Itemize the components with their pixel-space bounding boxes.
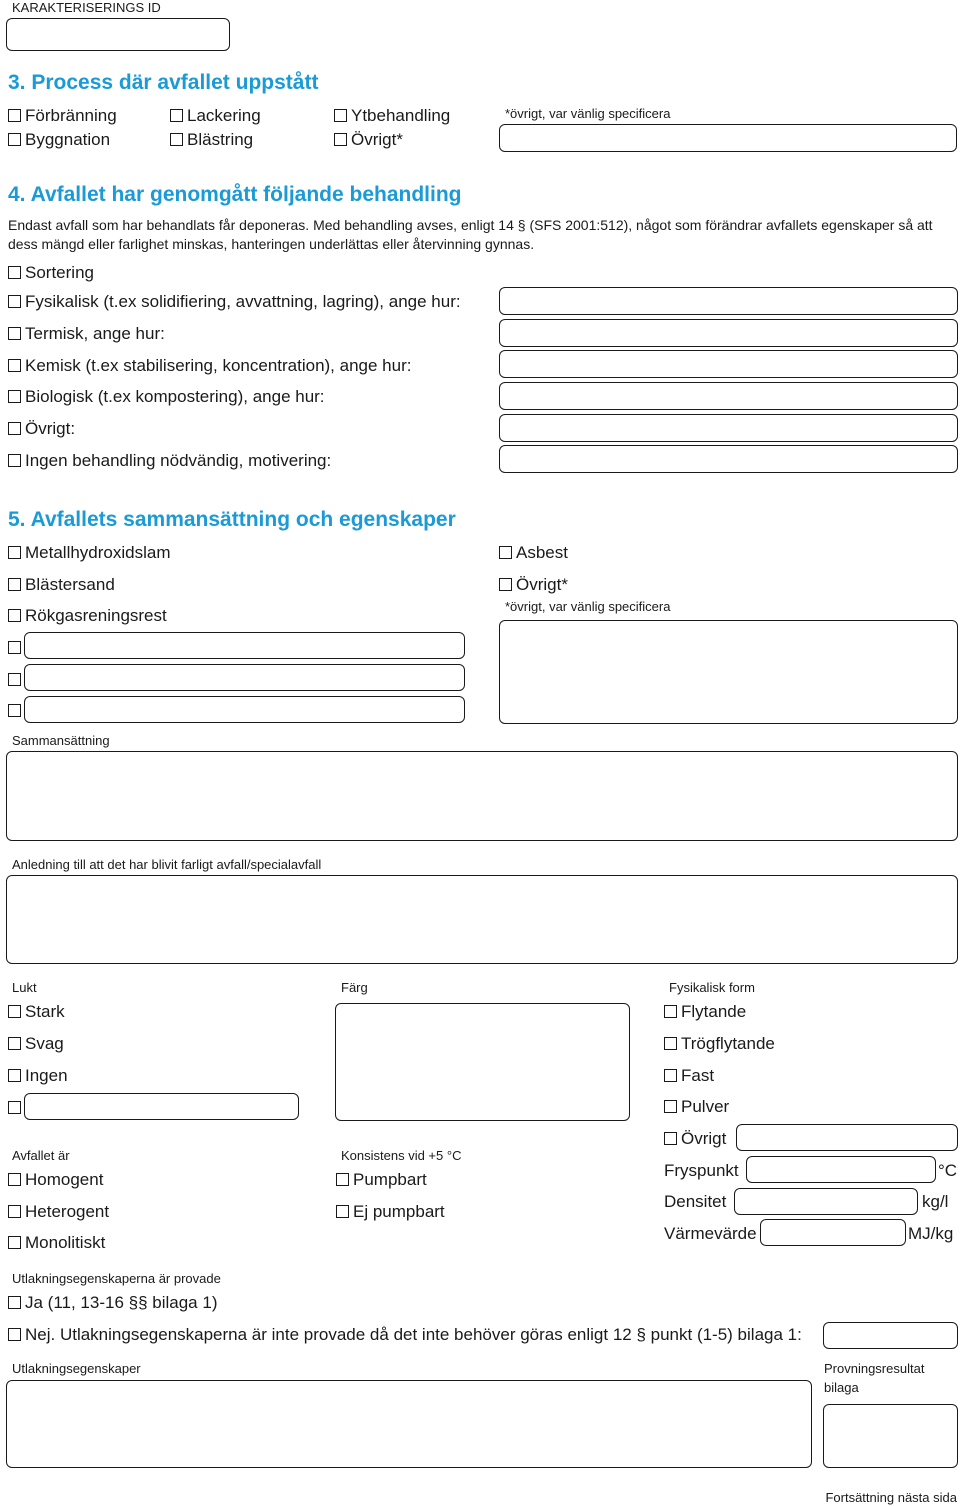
checkbox-ovrigt-behandling[interactable]: Övrigt: [8,418,75,440]
checkbox-icon [8,704,21,717]
checkbox-ingen-behandling[interactable]: Ingen behandling nödvändig, motivering: [8,450,331,472]
varmevarde-field[interactable] [760,1219,906,1246]
checkbox-icon [664,1069,677,1082]
id-field[interactable] [6,18,230,51]
checkbox-lackering[interactable]: Lackering [170,105,261,127]
fysikalisk-field[interactable] [499,287,958,315]
checkbox-monolitiskt[interactable]: Monolitiskt [8,1232,105,1254]
checkbox-svag[interactable]: Svag [8,1033,64,1055]
checkbox-pumpbart[interactable]: Pumpbart [336,1169,427,1191]
kemisk-field[interactable] [499,350,958,378]
checkbox-icon [334,133,347,146]
checkbox-icon [8,327,21,340]
checkbox-ovrigt[interactable]: Övrigt* [334,129,403,151]
checkbox-icon [8,1296,21,1309]
leach-provided-label: Utlakningsegenskaperna är provade [12,1271,221,1286]
checkbox-lukt-custom[interactable] [8,1100,25,1118]
checkbox-ingen[interactable]: Ingen [8,1065,68,1087]
checkbox-leach-no[interactable]: Nej. Utlakningsegenskaperna är inte provade då det inte behöver göras enligt 12 § punkt (1-5) bilaga 1: [8,1324,802,1346]
checkbox-icon [8,1328,21,1341]
checkbox-pulver[interactable]: Pulver [664,1096,729,1118]
composition-field[interactable] [6,751,958,841]
densitet-label: Densitet [664,1192,727,1211]
section-4-title: 4. Avfallet har genomgått följande behandling [8,183,462,206]
section-4-description: Endast avfall som har behandlats får deponeras. Med behandling avses, enligt 14 § (SFS 2001:512), något som förändrar avfallets egenskaper så att dess mängd eller farlighet minskas, hanteringen underlättas eller återvinning gynnas. [8,217,933,252]
checkbox-icon [8,1173,21,1186]
checkbox-blastring[interactable]: Blästring [170,129,253,151]
composition-label: Sammansättning [12,733,110,748]
checkbox-icon [8,1069,21,1082]
checkbox-icon [8,1236,21,1249]
result-field[interactable] [823,1404,958,1468]
form-label: Fysikalisk form [669,980,755,995]
farg-label: Färg [341,980,368,995]
checkbox-icon [499,578,512,591]
checkbox-icon [8,1005,21,1018]
result-label-2: bilaga [824,1380,859,1395]
checkbox-kemisk[interactable]: Kemisk (t.ex stabilisering, koncentration), ange hur: [8,355,411,377]
checkbox-icon [334,109,347,122]
checkbox-icon [8,390,21,403]
ovrigt-s5-field[interactable] [499,620,958,724]
id-label: KARAKTERISERINGS ID [12,0,161,15]
custom-1-field[interactable] [24,632,465,659]
checkbox-icon [8,1101,21,1114]
checkbox-metallhydroxidslam[interactable]: Metallhydroxidslam [8,542,171,564]
checkbox-fysikalisk[interactable]: Fysikalisk (t.ex solidifiering, avvattning, lagring), ange hur: [8,291,461,313]
konsistens-label: Konsistens vid +5 °C [341,1148,462,1163]
checkbox-icon [8,578,21,591]
ovrigt-specify-field[interactable] [499,124,957,152]
leach-props-field[interactable] [6,1380,812,1468]
densitet-field[interactable] [734,1188,918,1215]
section-3-title: 3. Process där avfallet uppstått [8,71,319,94]
checkbox-custom-3[interactable] [8,703,25,721]
checkbox-custom-2[interactable] [8,672,25,690]
checkbox-icon [8,266,21,279]
checkbox-icon [664,1037,677,1050]
checkbox-icon [664,1100,677,1113]
checkbox-icon [8,1205,21,1218]
densitet-unit: kg/l [922,1192,949,1211]
avfallet-label: Avfallet är [12,1148,70,1163]
biologisk-field[interactable] [499,382,958,410]
checkbox-leach-yes[interactable]: Ja (11, 13-16 §§ bilaga 1) [8,1292,217,1314]
checkbox-icon [8,641,21,654]
checkbox-homogent[interactable]: Homogent [8,1169,103,1191]
checkbox-icon [664,1132,677,1145]
checkbox-icon [8,546,21,559]
varmevarde-label: Värmevärde [664,1224,757,1243]
ovrigt-form-field[interactable] [736,1124,958,1151]
result-label-1: Provningsresultat [824,1361,925,1376]
checkbox-ovrigt-form[interactable]: Övrigt [664,1128,726,1150]
fryspunkt-field[interactable] [746,1156,936,1183]
custom-2-field[interactable] [24,664,465,691]
checkbox-ytbehandling[interactable]: Ytbehandling [334,105,450,127]
checkbox-stark[interactable]: Stark [8,1001,65,1023]
checkbox-icon [664,1005,677,1018]
reason-label: Anledning till att det har blivit farligt avfall/specialavfall [12,857,322,872]
leach-props-label: Utlakningsegenskaper [12,1361,141,1376]
lukt-custom-field[interactable] [24,1093,299,1120]
reason-field[interactable] [6,875,958,964]
fryspunkt-label: Fryspunkt [664,1161,739,1180]
checkbox-icon [8,609,21,622]
checkbox-icon [8,673,21,686]
checkbox-trogflytande[interactable]: Trögflytande [664,1033,775,1055]
motivering-field[interactable] [499,445,958,473]
checkbox-icon [8,295,21,308]
checkbox-biologisk[interactable]: Biologisk (t.ex kompostering), ange hur: [8,386,325,408]
checkbox-rokgasreningsrest[interactable]: Rökgasreningsrest [8,605,167,627]
checkbox-asbest[interactable]: Asbest [499,542,568,564]
ovrigt-behandling-field[interactable] [499,414,958,442]
checkbox-custom-1[interactable] [8,640,25,658]
checkbox-icon [8,1037,21,1050]
checkbox-icon [499,546,512,559]
checkbox-blastersand[interactable]: Blästersand [8,574,115,596]
footer-next-page: Fortsättning nästa sida [825,1490,957,1505]
checkbox-icon [336,1173,349,1186]
checkbox-ej-pumpbart[interactable]: Ej pumpbart [336,1201,445,1223]
checkbox-icon [170,109,183,122]
checkbox-sortering[interactable]: Sortering [8,262,94,284]
checkbox-forbranning[interactable]: Förbränning [8,105,117,127]
checkbox-fast[interactable]: Fast [664,1065,714,1087]
termisk-field[interactable] [499,319,958,347]
fryspunkt-unit: °C [938,1161,958,1180]
checkbox-icon [8,422,21,435]
checkbox-heterogent[interactable]: Heterogent [8,1201,109,1223]
checkbox-icon [8,359,21,372]
checkbox-termisk[interactable]: Termisk, ange hur: [8,323,165,345]
checkbox-icon [336,1205,349,1218]
checkbox-byggnation[interactable]: Byggnation [8,129,110,151]
varmevarde-unit: MJ/kg [908,1224,954,1243]
ovrigt-note: *övrigt, var vänlig specificera [505,106,671,121]
custom-3-field[interactable] [24,696,465,723]
checkbox-flytande[interactable]: Flytande [664,1001,746,1023]
checkbox-icon [8,133,21,146]
checkbox-icon [8,454,21,467]
leach-no-field[interactable] [823,1322,958,1349]
checkbox-icon [8,109,21,122]
ovrigt-note-s5: *övrigt, var vänlig specificera [505,599,671,614]
section-5-title: 5. Avfallets sammansättning och egenskaper [8,508,456,531]
checkbox-ovrigt-s5[interactable]: Övrigt* [499,574,568,596]
lukt-label: Lukt [12,980,37,995]
farg-field[interactable] [335,1003,630,1121]
checkbox-icon [170,133,183,146]
